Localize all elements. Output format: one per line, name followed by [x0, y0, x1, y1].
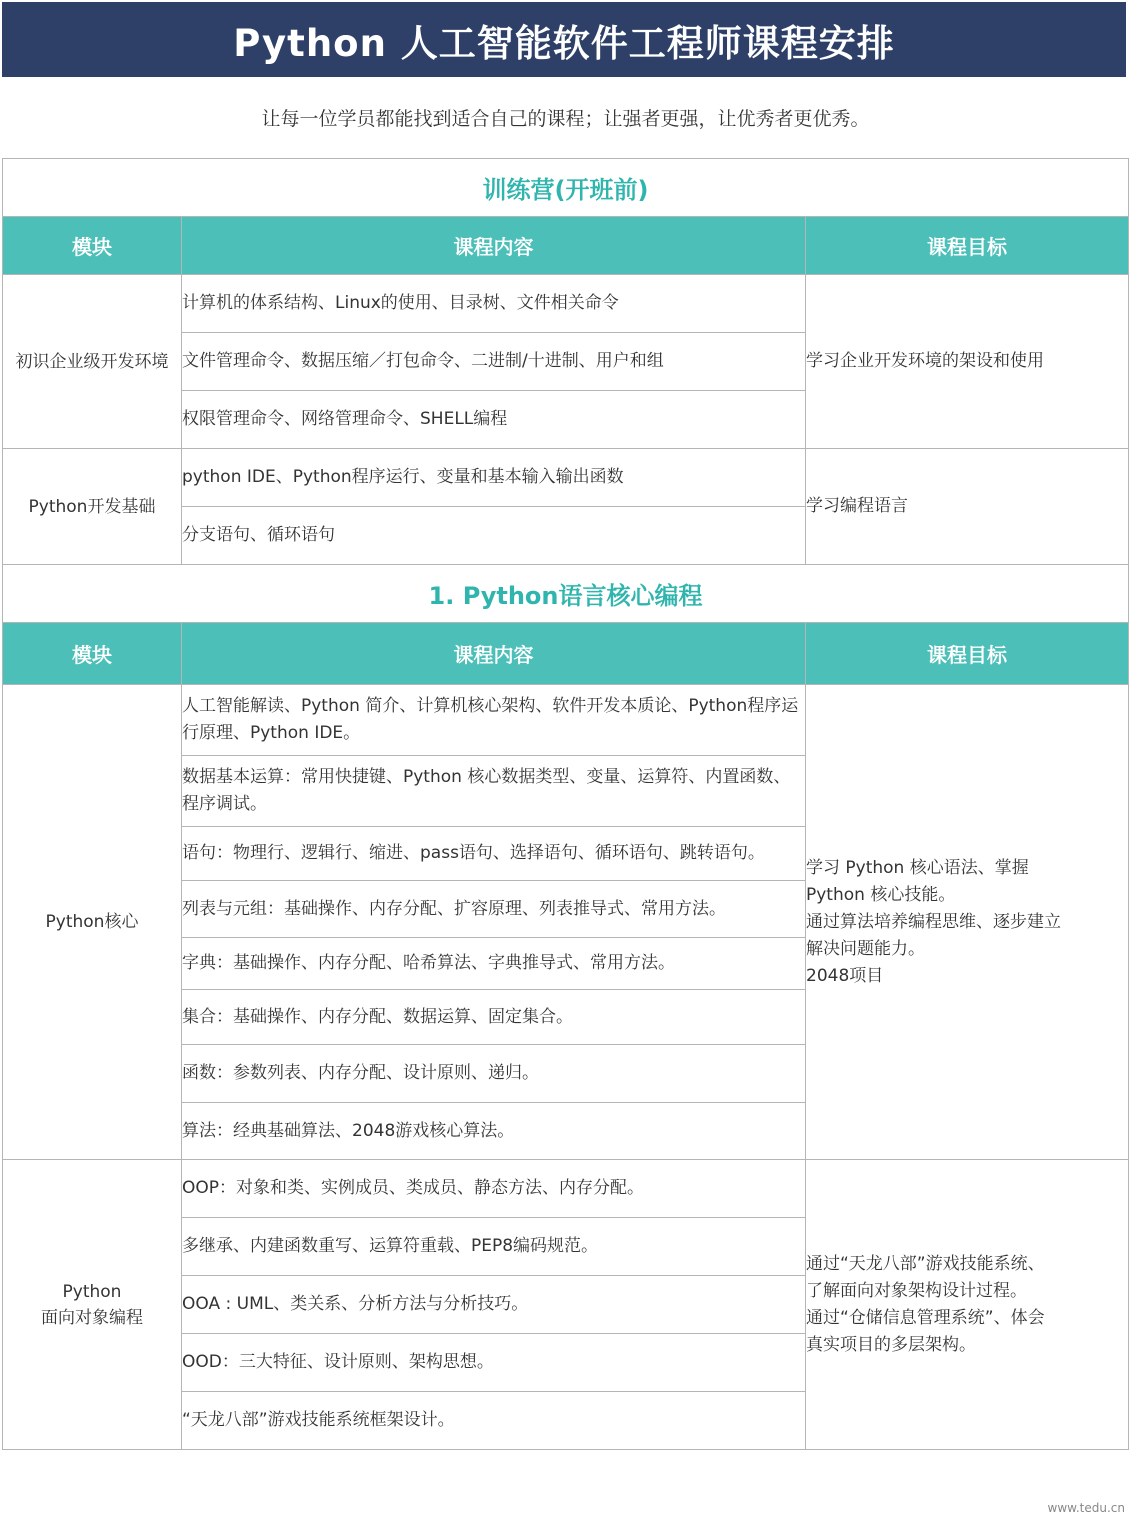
title-banner	[2, 2, 1126, 77]
content-item: 函数：参数列表、内存分配、设计原则、递归。	[182, 1045, 806, 1103]
goal-line: 2048项目	[806, 965, 884, 986]
module-name: 初识企业级开发环境	[3, 275, 182, 449]
column-header-module: 模块	[3, 217, 182, 275]
goal-text	[806, 275, 1129, 449]
column-header-content: 课程内容	[182, 623, 806, 685]
goal-line: 了解面向对象架构设计过程。	[806, 1280, 1027, 1301]
page-subtitle: 让每一位学员都能找到适合自己的课程；让强者更强，让优秀者更优秀。	[261, 108, 870, 130]
goal-line: 学习编程语言	[806, 496, 908, 516]
module-name-line: Python	[62, 1281, 122, 1302]
module-name	[3, 1160, 182, 1450]
content-item: python IDE、Python程序运行、变量和基本输入输出函数	[182, 449, 806, 507]
content-item: OOD：三大特征、设计原则、架构思想。	[182, 1334, 806, 1392]
content-item: 算法：经典基础算法、2048游戏核心算法。	[182, 1103, 806, 1160]
goal-line: Python 核心技能。	[806, 884, 956, 905]
content-item: 计算机的体系结构、Linux的使用、目录树、文件相关命令	[182, 275, 806, 333]
table-row	[3, 449, 1129, 507]
content-item: 权限管理命令、网络管理命令、SHELL编程	[182, 391, 806, 449]
column-header-goal: 课程目标	[806, 623, 1129, 685]
content-item: 集合：基础操作、内存分配、数据运算、固定集合。	[182, 990, 806, 1045]
goal-line: 学习 Python 核心语法、掌握	[806, 857, 1029, 878]
content-item: OOP：对象和类、实例成员、类成员、静态方法、内存分配。	[182, 1160, 806, 1218]
content-item: 人工智能解读、Python 简介、计算机核心架构、软件开发本质论、Python程序运行原理、Python IDE。	[182, 685, 806, 756]
content-item: OOA : UML、类关系、分析方法与分析技巧。	[182, 1276, 806, 1334]
section-title-row	[3, 159, 1129, 217]
section-title-row	[3, 565, 1129, 623]
goal-line: 解决问题能力。	[806, 938, 925, 959]
page-title: Python 人工智能软件工程师课程安排	[233, 21, 895, 65]
goal-text	[806, 1160, 1129, 1450]
content-item: 字典：基础操作、内存分配、哈希算法、字典推导式、常用方法。	[182, 938, 806, 990]
column-header-goal: 课程目标	[806, 217, 1129, 275]
content-item: 数据基本运算：常用快捷键、Python 核心数据类型、变量、运算符、内置函数、程序调试。	[182, 756, 806, 827]
column-header-row	[3, 217, 1129, 275]
content-item: 文件管理命令、数据压缩／打包命令、二进制/十进制、用户和组	[182, 333, 806, 391]
content-item: 分支语句、循环语句	[182, 507, 806, 565]
module-name: Python开发基础	[3, 449, 182, 565]
goal-text	[806, 685, 1129, 1160]
goal-line: 通过算法培养编程思维、逐步建立	[806, 911, 1061, 932]
course-schedule-table	[2, 158, 1129, 1450]
goal-line: 学习企业开发环境的架设和使用	[806, 351, 1044, 371]
goal-line: 通过“仓储信息管理系统”、体会	[806, 1307, 1045, 1328]
column-header-content: 课程内容	[182, 217, 806, 275]
content-item: “天龙八部”游戏技能系统框架设计。	[182, 1392, 806, 1450]
section-title: 训练营(开班前)	[3, 159, 1129, 217]
goal-line: 真实项目的多层架构。	[806, 1334, 976, 1355]
module-name-line: 面向对象编程	[41, 1307, 143, 1328]
section-title: 1. Python语言核心编程	[3, 565, 1129, 623]
content-item: 列表与元组：基础操作、内存分配、扩容原理、列表推导式、常用方法。	[182, 881, 806, 938]
module-name: Python核心	[3, 685, 182, 1160]
content-item: 语句：物理行、逻辑行、缩进、pass语句、选择语句、循环语句、跳转语句。	[182, 827, 806, 881]
column-header-row	[3, 623, 1129, 685]
table-row	[3, 1160, 1129, 1218]
goal-line: 通过“天龙八部”游戏技能系统、	[806, 1253, 1045, 1274]
table-row	[3, 685, 1129, 756]
column-header-module: 模块	[3, 623, 182, 685]
content-item: 多继承、内建函数重写、运算符重载、PEP8编码规范。	[182, 1218, 806, 1276]
site-url: www.tedu.cn	[1047, 1501, 1125, 1515]
table-row	[3, 275, 1129, 333]
goal-text	[806, 449, 1129, 565]
